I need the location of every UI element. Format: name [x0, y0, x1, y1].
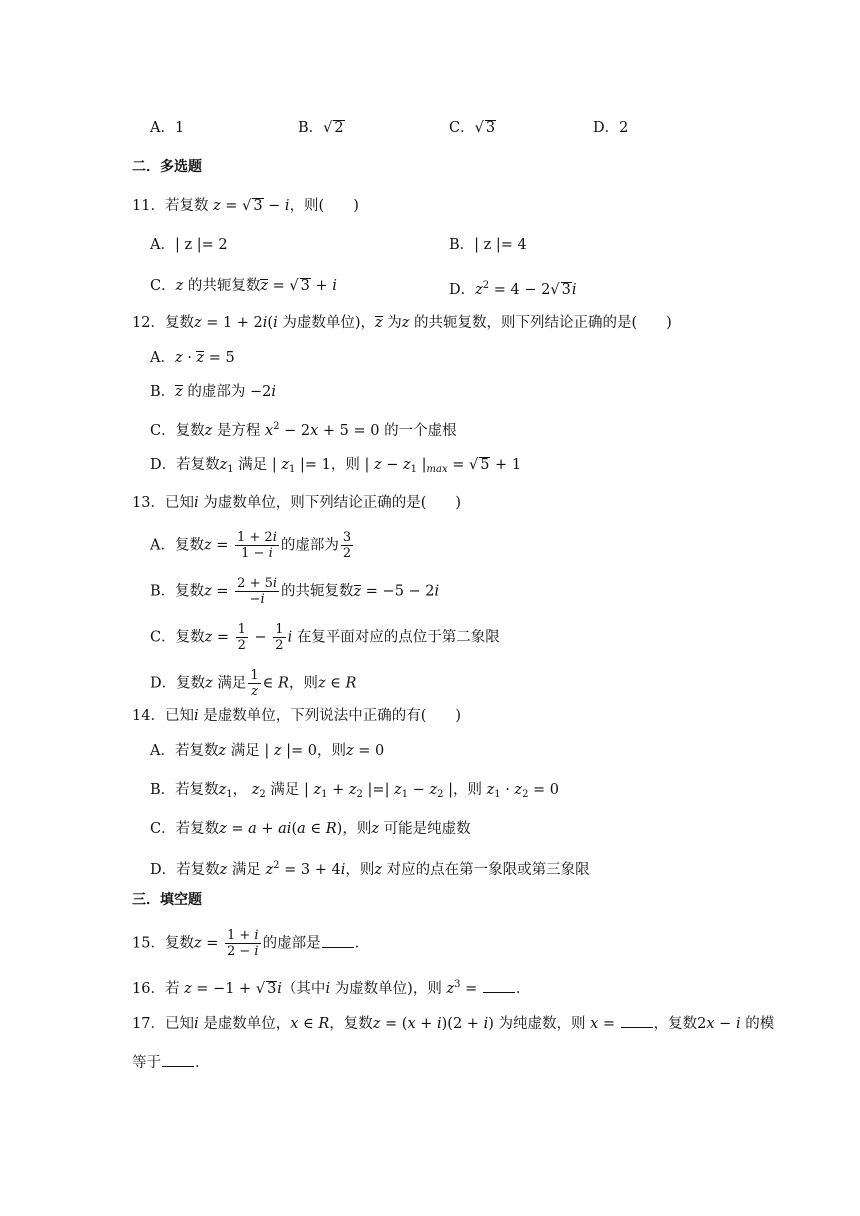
q10-option-b: B．√ 2: [298, 120, 344, 136]
q12-option-d: D．若复数$z_1$ 满足 | $z_1$ |= 1，则 | $z - z_1$ $|_{max}$ = √ 5 + 1: [150, 457, 522, 475]
q11-option-d: D．$z^2 = 4 - 2√$ 3i: [449, 280, 577, 298]
q11-option-c: C．z 的共轭复数z = √ 3 + i: [150, 278, 337, 294]
q10-option-a: A．1: [150, 120, 185, 136]
q14-option-b: B．若复数$z_1$， $z_2$ 满足 | $z_1 + z_2$ |=| $z_1 - z_2$ |，则 $z_1 \cdot z_2 = 0$: [150, 782, 560, 800]
q12-option-a: A．z · z = 5: [150, 350, 235, 366]
question-15: 15．复数z = $\frac{1 + i}{2 - i}$ 的虚部是 ．: [132, 928, 370, 959]
answer-blank-17a[interactable]: [621, 1013, 653, 1028]
q13-option-c: C．复数z = $\frac{1}{2}$ − $\frac{1}{2}$ i 在复平面对应的点位于第二象限: [150, 622, 500, 653]
q12-option-c: C．复数z 是方程 $x^2 - 2x + 5 = 0$ 的一个虚根: [150, 421, 457, 439]
answer-blank-16[interactable]: [483, 978, 515, 993]
q10-option-c: C．√ 3: [449, 120, 496, 136]
section-heading-fill-in: 三．填空题: [132, 892, 202, 908]
q13-option-b: B．复数z = $\frac{2 + 5i}{-i}$ 的共轭复数z = −5 − 2i: [150, 576, 440, 607]
question-17-line-2: 等于 ．: [132, 1052, 210, 1073]
q12-option-b: B．z 的虚部为 −2i: [150, 384, 277, 400]
answer-blank-15[interactable]: [322, 933, 354, 948]
q14-option-a: A．若复数z 满足 | z |= 0，则z = 0: [150, 743, 385, 759]
question-16: 16．若 z = −1 + √ 3i（其中i 为虚数单位)，则 $z^3$ = ．: [132, 979, 531, 997]
question-14-stem: 14．已知i 是虚数单位，下列说法中正确的有( ): [132, 708, 462, 724]
q11-option-a: A．| z |= 2: [150, 237, 228, 253]
q13-option-d: D．复数z 满足 $\frac{1}{z}$ ∈ R，则z ∈ R: [150, 668, 357, 699]
q10-option-d: D．2: [593, 120, 629, 136]
q11-option-b: B．| z |= 4: [449, 237, 527, 253]
question-17-line-1: 17．已知i 是虚数单位，x ∈ R，复数z = (x + i)(2 + i) 为纯虚数，则 x = ，复数2x − i 的模: [132, 1013, 774, 1034]
section-heading-multiple-choice: 二．多选题: [132, 159, 202, 175]
question-12-stem: 12．复数z = 1 + 2i(i 为虚数单位)，z 为z 的共轭复数，则下列结论正确的是( ): [132, 315, 672, 331]
question-13-stem: 13．已知i 为虚数单位，则下列结论正确的是( ): [132, 495, 462, 511]
question-11-stem: 11．若复数 z = √ 3 − i，则( ): [132, 198, 359, 214]
answer-blank-17b[interactable]: [162, 1052, 194, 1067]
q13-option-a: A．复数z = $\frac{1 + 2i}{1 - i}$ 的虚部为 $\frac{3}{2}$: [150, 530, 352, 561]
q14-option-c: C．若复数z = a + ai(a ∈ R)，则z 可能是纯虚数: [150, 821, 471, 837]
q14-option-d: D．若复数z 满足 $z^2 = 3 + 4i$，则z 对应的点在第一象限或第三象限: [150, 860, 590, 878]
